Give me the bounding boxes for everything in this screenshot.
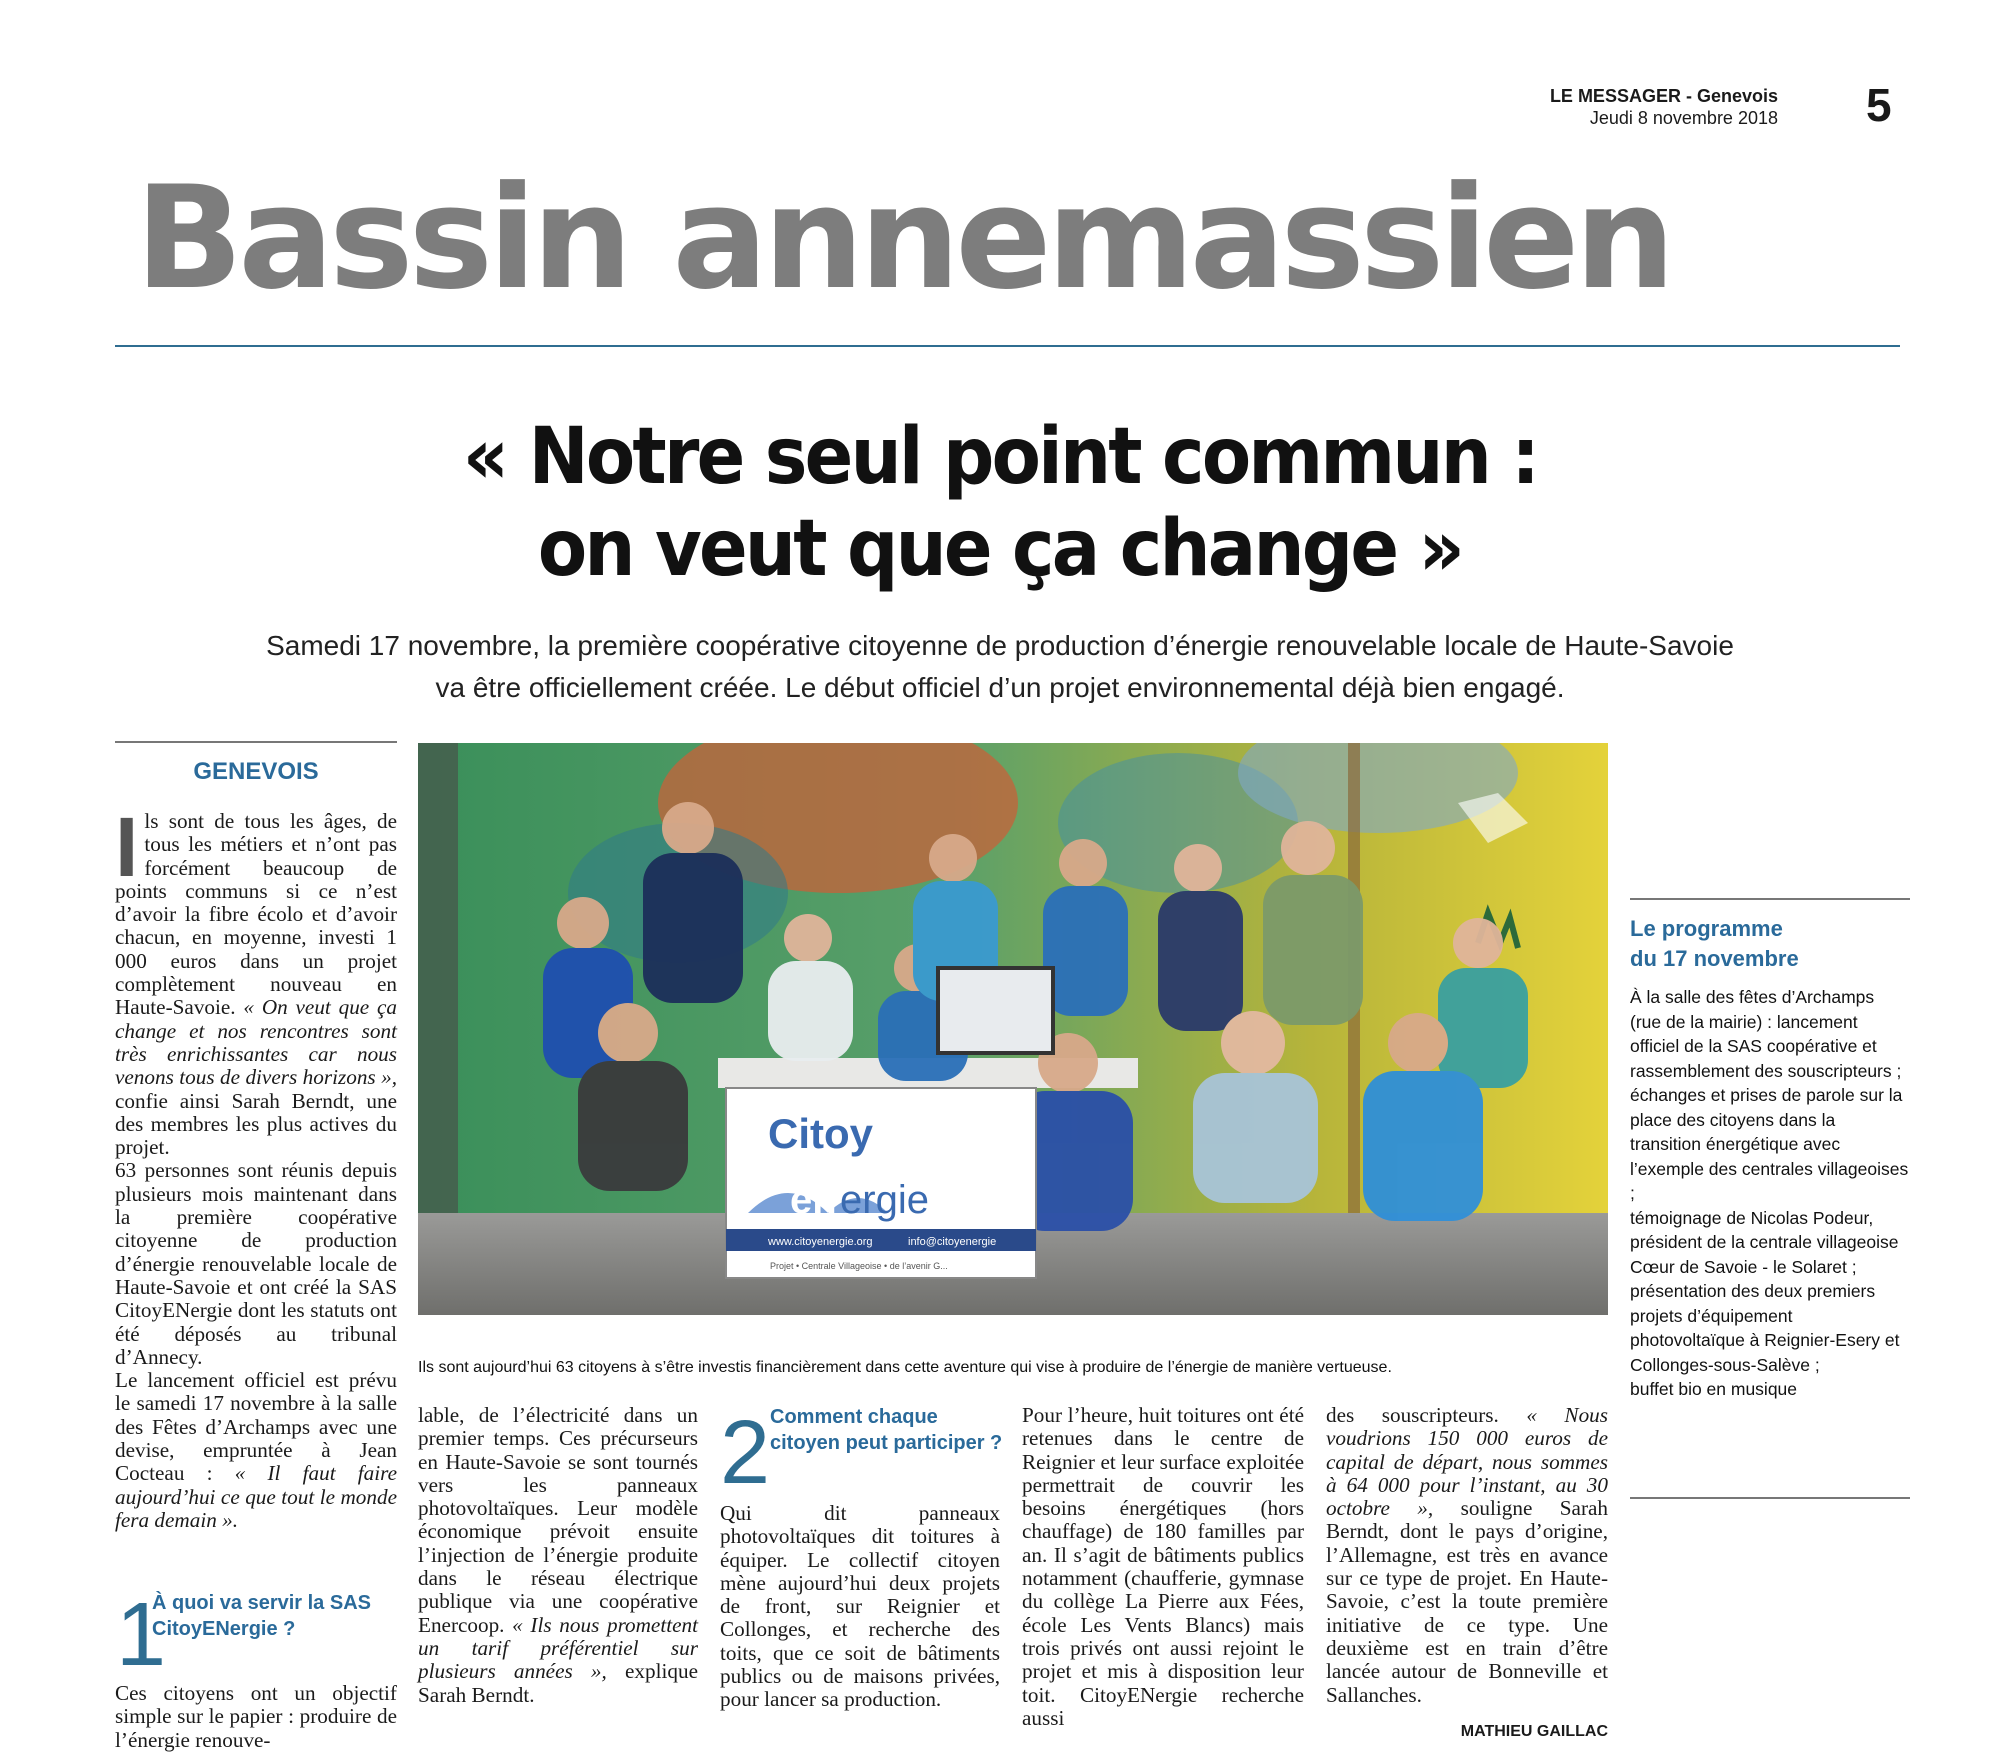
- banner-logo-ergie: ergie: [840, 1178, 929, 1222]
- subhead-line-2: va être officiellement créée. Le début officiel d’un projet environnemental déjà bien engagé.: [435, 672, 1565, 703]
- paragraph-text: ls sont de tous les âges, de tous les métiers et n’ont pas forcément beaucoup de points communs si ce n’est d’avoir la fibre écolo et d’avoir chacun, en moyenne, investi 1 000 euros dans un projet complètement nouveau en Haute-Savoie.: [115, 809, 397, 1020]
- sidebar-title-line: du 17 novembre: [1630, 946, 1799, 971]
- sidebar-title: [1630, 914, 1910, 974]
- author-byline: MATHIEU GAILLAC: [1460, 1723, 1608, 1740]
- program-item: présentation des deux premiers projets d’équipement photovoltaïque à Reignier-Esery et Collonges-sous-Salève ;: [1630, 1281, 1900, 1375]
- paragraph: [115, 800, 398, 1160]
- banner-website: www.citoyenergie.org: [768, 1236, 873, 1248]
- question-number-1: 1: [116, 1585, 167, 1685]
- sidebar-rule-top: [1630, 898, 1910, 900]
- program-list: [1630, 985, 1910, 1402]
- paragraph: [1326, 1404, 1608, 1707]
- article-kicker: GENEVOIS: [193, 758, 319, 785]
- program-item: buffet bio en musique: [1630, 1379, 1798, 1399]
- banner-email: info@citoyenergie: [908, 1236, 997, 1248]
- section-title: Bassin annemassien: [135, 156, 1671, 321]
- paragraph: 63 personnes sont réunis depuis plusieurs mois maintenant dans la première coopérative citoyenne de production d’énergie renouvelable locale de Haute-Savoie et ont créé la SAS CitoyENergie dont les statuts ont été déposés au tribunal d’Annecy.: [115, 1158, 397, 1369]
- sidebar-rule-bottom: [1630, 1497, 1910, 1499]
- paragraph-text: souligne Sarah Berndt, dont le pays d’origine, l’Allemagne, est très en avance sur ce type de projet. En Haute-Savoie, c’est la toute première initiative de ce type. Une deuxième est en train d’être lancée autour de Bonneville et Sallanches.: [1326, 1496, 1608, 1707]
- banner-footer: Projet • Centrale Villageoise • de l’avenir G...: [770, 1261, 948, 1271]
- program-item: échanges et prises de parole sur la place des citoyens dans la transition énergétique avec l’exemple des centrales villageoises ;: [1630, 1085, 1909, 1203]
- article-column-4: [1022, 1404, 1304, 1730]
- article-column-1-continued: [115, 1682, 397, 1752]
- banner-logo-en: en: [790, 1178, 837, 1222]
- paragraph-text: lable, de l’électricité dans un premier temps. Ces précurseurs en Haute-Savoie se sont tournés vers les panneaux photovoltaïques. Leur modèle économique prévoit ensuite l’injection de l’énergie produite dans le réseau électrique publique via une coopérative Enercoop.: [418, 1403, 698, 1637]
- quote: « Nous voudrions 150 000 euros de capital de départ, nous sommes à 64 000 pour l’instant, au 30 octobre »,: [1326, 1403, 1608, 1521]
- headline-line-2: on veut que ça change »: [537, 504, 1463, 594]
- sidebar-title-line: Le programme: [1630, 916, 1783, 941]
- article-photo: [418, 743, 1608, 1315]
- kicker-rule: [115, 741, 397, 743]
- article-column-5: [1326, 1404, 1608, 1707]
- question-number-2: 2: [720, 1403, 771, 1503]
- paragraph: Qui dit panneaux photovoltaïques dit toitures à équiper. Le collectif citoyen mène aujourd’hui deux projets de front, sur Reignier et Collonges, et recherche des toits, que ce soit de bâtiments publics ou de maisons privées, pour lancer sa production.: [720, 1501, 1000, 1712]
- paragraph: [115, 1369, 397, 1532]
- paragraph: [418, 1404, 698, 1707]
- paragraph-text: confie ainsi Sarah Berndt, une des membres les plus actives du projet.: [115, 1088, 397, 1160]
- paragraph: Pour l’heure, huit toitures ont été retenues dans le centre de Reignier et leur surface exploitée permettrait de couvrir les besoins énergétiques (hors chauffage) de 180 familles par an. Il s’agit de bâtiments publics notamment (chaufferie, gymnase du collège La Pierre aux Fées, école Les Vents Blancs) mais trois privés ont aussi rejoint le projet et mis à disposition leur toit. CitoyENergie recherche aussi: [1022, 1403, 1304, 1730]
- photo-caption: Ils sont aujourd’hui 63 citoyens à s’être investis financièrement dans cette aventure qui vise à produire de l’énergie de manière vertueuse.: [418, 1359, 1392, 1376]
- paragraph-text: explique Sarah Berndt.: [418, 1659, 698, 1707]
- page-number: 5: [1866, 79, 1892, 131]
- article-column-1: [115, 800, 398, 1532]
- issue-date: Jeudi 8 novembre 2018: [1589, 108, 1778, 128]
- paragraph: Ces citoyens ont un objectif simple sur le papier : produire de l’énergie renouve-: [115, 1681, 397, 1752]
- question-title-1: À quoi va servir la SAS CitoyENergie ?: [152, 1592, 371, 1640]
- question-title-2: Comment chaque citoyen peut participer ?: [770, 1406, 1003, 1454]
- banner-logo-text: Citoy: [768, 1110, 873, 1157]
- newspaper-name: LE MESSAGER - Genevois: [1549, 86, 1778, 106]
- paragraph-text: Le lancement officiel est prévu le samedi 17 novembre à la salle des Fêtes d’Archamps avec une devise, empruntée à Jean Cocteau :: [115, 1368, 397, 1486]
- paragraph-text: des souscripteurs.: [1326, 1403, 1499, 1427]
- program-item: À la salle des fêtes d’Archamps (rue de la mairie) : lancement officiel de la SAS coopérative et rassemblement des souscripteurs ;: [1630, 987, 1902, 1081]
- quote: « On veut que ça change et nos rencontres sont très enrichissantes car nous venons tous de divers horizons »,: [115, 995, 398, 1090]
- article-column-2: [418, 1404, 698, 1707]
- subhead-line-1: Samedi 17 novembre, la première coopérative citoyenne de production d’énergie renouvelable locale de Haute-Savoie: [266, 630, 1734, 661]
- drop-cap: I: [115, 800, 139, 894]
- headline-line-1: « Notre seul point commun :: [462, 412, 1538, 502]
- quote: « Il faut faire aujourd’hui ce que tout le monde fera demain ».: [115, 1461, 398, 1532]
- section-divider: [115, 345, 1900, 347]
- quote: « Ils nous promettent un tarif préférentiel sur plusieurs années »,: [418, 1612, 698, 1684]
- program-item: témoignage de Nicolas Podeur, président de la centrale villageoise Cœur de Savoie - le Solaret ;: [1630, 1207, 1899, 1277]
- article-column-3: [720, 1502, 1000, 1712]
